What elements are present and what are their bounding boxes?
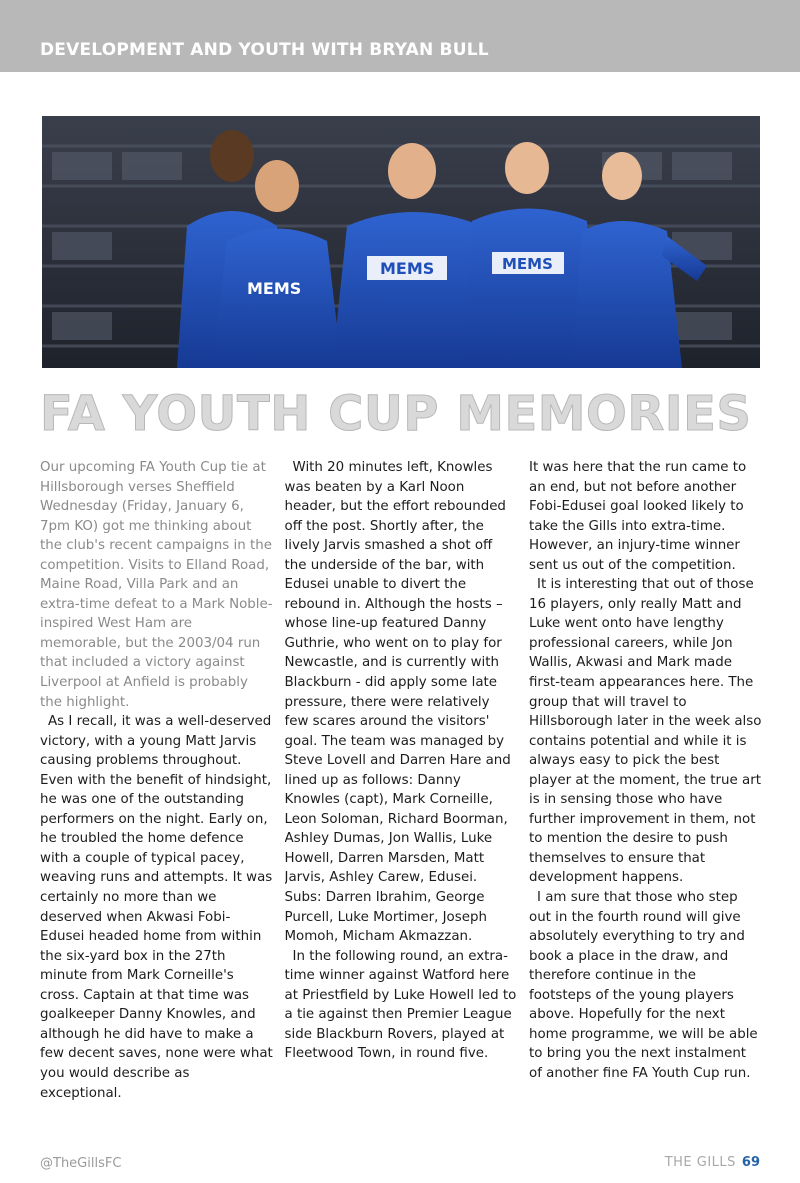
team-celebration-photo (42, 116, 760, 368)
shirt-sponsor: MEMS (502, 255, 553, 273)
body-paragraph: It is interesting that out of those 16 players, only really Matt and Luke went onto have lengthy professional careers, while Jon Wallis, Akwasi and Mark made first-team appearances here. The group that will travel to Hillsborough later in the week also contains potential and while it is always easy to pick the best player at the moment, the true art is in sensing those who have further improvement in them, not to mention the desire to push themselves to ensure that development happens. (529, 577, 762, 886)
article-column-3 (529, 458, 762, 1130)
body-paragraph: In the following round, an extra-time winner against Watford here at Priestfield by Luke Howell led to a tie against then Premier League side Blackburn Rovers, played at Fleetwood Town, in round five. (284, 948, 517, 1062)
article-column-2 (285, 458, 518, 1130)
body-paragraph: With 20 minutes left, Knowles was beaten by a Karl Noon header, but the effort rebounded off the post. Shortly after, the lively Jarvis smashed a shot off the underside of the bar, with Edusei unable to divert the rebound in. Although the hosts – whose line-up featured Danny Guthrie, who went on to play for Newcastle, and is currently with Blackburn - did apply some late pressure, there were relatively few scares around the visitors' goal. The team was managed by Steve Lovell and Darren Hare and lined up as follows: Danny Knowles (capt), Mark Corneille, Leon Soloman, Richard Boorman, Ashley Dumas, Jon Wallis, Luke Howell, Darren Marsden, Matt Jarvis, Ashley Carew, Edusei. Subs: Darren Ibrahim, George Purcell, Luke Mortimer, Joseph Momoh, Micham Akmazzan. (284, 460, 511, 945)
body-paragraph: It was here that the run came to an end, but not before another Fobi-Edusei goal looked likely to take the Gills into extra-time. However, an injury-time winner sent us out of the competition. (529, 460, 747, 573)
article-body (40, 458, 762, 1130)
intro-paragraph: Our upcoming FA Youth Cup tie at Hillsborough verses Sheffield Wednesday (Friday, January 6, 7pm KO) got me thinking about the club's recent campaigns in the competition. Visits to Elland Road, Maine Road, Villa Park and an extra-time defeat to a Mark Noble-inspired West Ham are memorable, but the 2003/04 run that included a victory against Liverpool at Anfield is probably the highlight. (40, 460, 273, 710)
page-number: 69 (741, 1155, 760, 1170)
twitter-handle: @TheGillsFC (40, 1156, 122, 1171)
article-column-1 (40, 458, 273, 1130)
section-header-band (0, 0, 800, 72)
shirt-sponsor: MEMS (380, 259, 435, 278)
page-footer (665, 1155, 760, 1170)
body-paragraph: As I recall, it was a well-deserved victory, with a young Matt Jarvis causing problems throughout. Even with the benefit of hindsight, he was one of the outstanding performers on the night. Early on, he troubled the home defence with a couple of typical pacey, weaving runs and attempts. It was certainly no more than we deserved when Akwasi Fobi-Edusei headed home from within the six-yard box in the 27th minute from Mark Corneille's cross. Captain at that time was goalkeeper Danny Knowles, and although he did have to make a few decent saves, none were what you would describe as exceptional. (40, 714, 273, 1101)
magazine-name: THE GILLS (664, 1155, 736, 1170)
article-headline: FA YOUTH CUP MEMORIES (40, 386, 752, 442)
body-paragraph: I am sure that those who step out in the fourth round will give absolutely everything to try and book a place in the draw, and therefore continue in the footsteps of the young players above. Hopefully for the next home programme, we will be able to bring you the next instalment of another fine FA Youth Cup run. (529, 890, 758, 1081)
section-title: DEVELOPMENT AND YOUTH WITH BRYAN BULL (40, 40, 489, 60)
shirt-sponsor: MEMS (247, 279, 302, 298)
